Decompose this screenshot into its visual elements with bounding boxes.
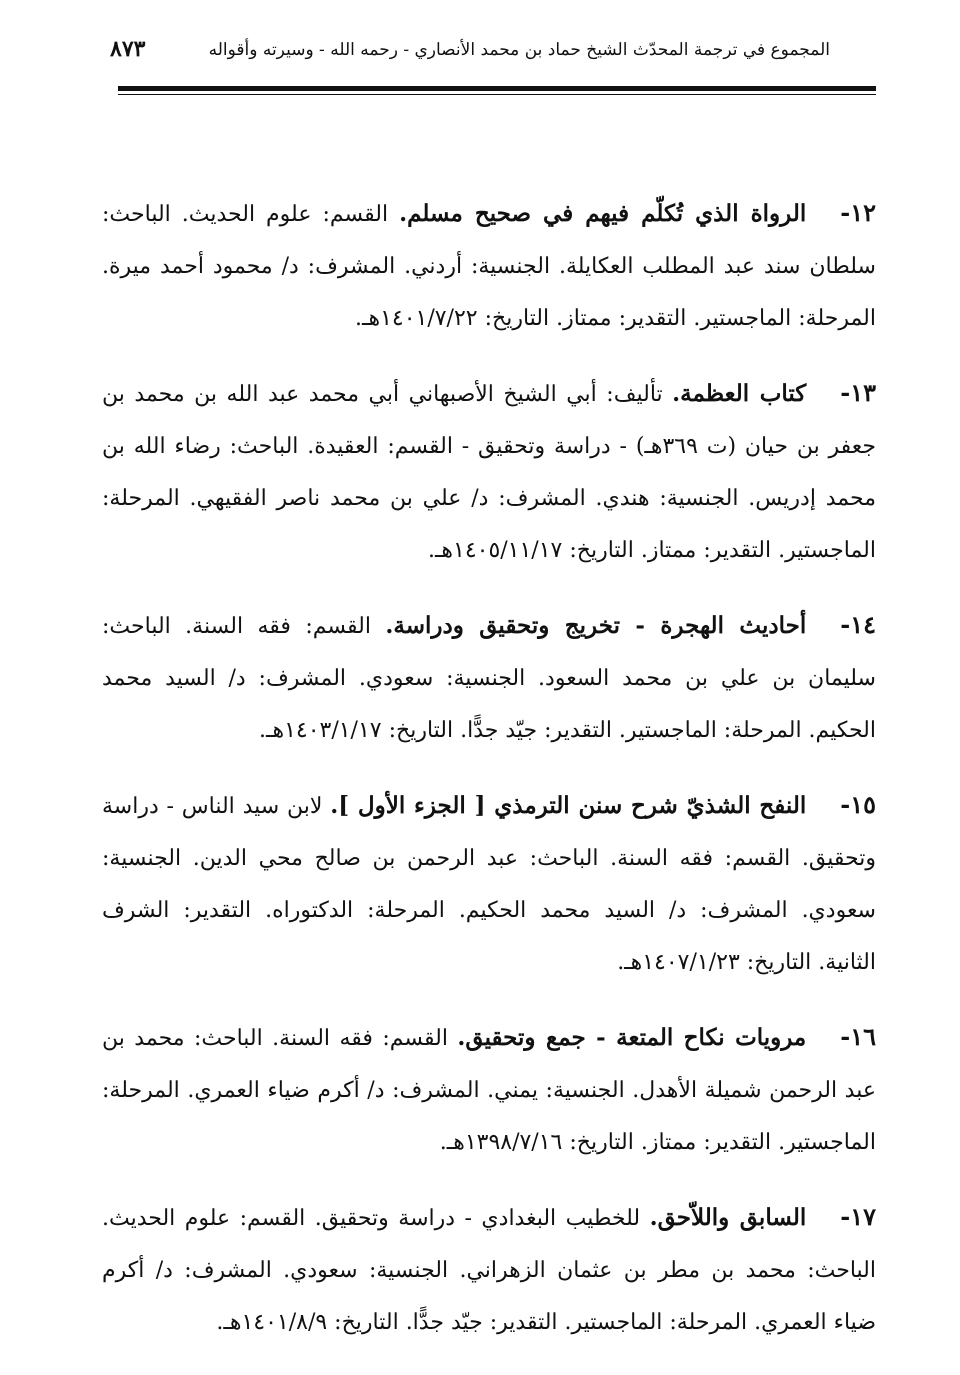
entry-body: القسم: علوم الحديث. الباحث: سلطان سند عبد المطلب العكايلة. الجنسية: أردني. المشرف: د/ محمود أحمد ميرة. المرحلة: الماجستير. التقدير: ممتاز. التاريخ: ١٤٠١/٧/٢٢هـ. bbox=[102, 202, 876, 331]
thesis-entry-16 bbox=[102, 1011, 876, 1169]
entry-body: القسم: فقه السنة. الباحث: محمد بن عبد الرحمن شميلة الأهدل. الجنسية: يمني. المشرف: د/ أكرم ضياء العمري. المرحلة: الماجستير. التقدير: ممتاز. التاريخ: ١٣٩٨/٧/١٦هـ. bbox=[102, 1026, 876, 1155]
entry-number: ١٧- bbox=[840, 1202, 876, 1231]
entry-number: ١٤- bbox=[840, 610, 876, 639]
entry-number: ١٣- bbox=[840, 378, 876, 407]
entry-body: للخطيب البغدادي - دراسة وتحقيق. القسم: علوم الحديث. الباحث: محمد بن مطر بن عثمان الزهراني. الجنسية: سعودي. المشرف: د/ أكرم ضياء العمري. المرحلة: الماجستير. التقدير: جيّد جدًّا. التاريخ: ١٤٠١/٨/٩هـ. bbox=[102, 1206, 876, 1335]
thesis-entry-14 bbox=[102, 599, 876, 757]
entry-title: مرويات نكاح المتعة - جمع وتحقيق. bbox=[457, 1024, 807, 1051]
entry-body: لابن سيد الناس - دراسة وتحقيق. القسم: فقه السنة. الباحث: عبد الرحمن بن صالح محي الدين. الجنسية: سعودي. المشرف: د/ السيد محمد الحكيم. المرحلة: الدكتوراه. التقدير: الشرف الثانية. التاريخ: ١٤٠٧/١/٢٣هـ. bbox=[102, 794, 876, 975]
entry-body: تأليف: أبي الشيخ الأصبهاني أبي محمد عبد الله بن محمد بن جعفر بن حيان (ت ٣٦٩هـ) - دراسة وتحقيق - القسم: العقيدة. الباحث: رضاء الله بن محمد إدريس. الجنسية: هندي. المشرف: د/ علي بن محمد ناصر الفقيهي. المرحلة: الماجستير. التقدير: ممتاز. التاريخ: ١٤٠٥/١١/١٧هـ. bbox=[102, 382, 877, 563]
entry-title: النفح الشذيّ شرح سنن الترمذي [ الجزء الأول ]. bbox=[330, 792, 807, 819]
running-header bbox=[110, 30, 830, 76]
entry-title: الرواة الذي تُكلّم فيهم في صحيح مسلم. bbox=[399, 200, 807, 227]
thesis-entry-17 bbox=[102, 1191, 876, 1349]
thesis-entry-12 bbox=[102, 187, 876, 345]
thesis-entry-13 bbox=[102, 367, 876, 577]
header-rule-thin bbox=[118, 94, 876, 95]
thesis-list bbox=[102, 165, 876, 1363]
page-number: ٨٧٣ bbox=[110, 36, 146, 62]
header-rule-thick bbox=[118, 86, 876, 91]
entry-number: ١٦- bbox=[840, 1022, 876, 1051]
entry-number: ١٥- bbox=[840, 790, 876, 819]
entry-title: كتاب العظمة. bbox=[672, 380, 807, 407]
header-title: المجموع في ترجمة المحدّث الشيخ حماد بن محمد الأنصاري - رحمه الله - وسيرته وأقواله bbox=[208, 40, 830, 60]
entry-body: القسم: فقه السنة. الباحث: سليمان بن علي بن محمد السعود. الجنسية: سعودي. المشرف: د/ السيد محمد الحكيم. المرحلة: الماجستير. التقدير: جيّد جدًّا. التاريخ: ١٤٠٣/١/١٧هـ. bbox=[102, 614, 876, 743]
entry-title: أحاديث الهجرة - تخريج وتحقيق ودراسة. bbox=[385, 612, 807, 639]
thesis-entry-15 bbox=[102, 779, 876, 989]
entry-number: ١٢- bbox=[840, 198, 876, 227]
entry-title: السابق واللاّحق. bbox=[649, 1204, 807, 1231]
